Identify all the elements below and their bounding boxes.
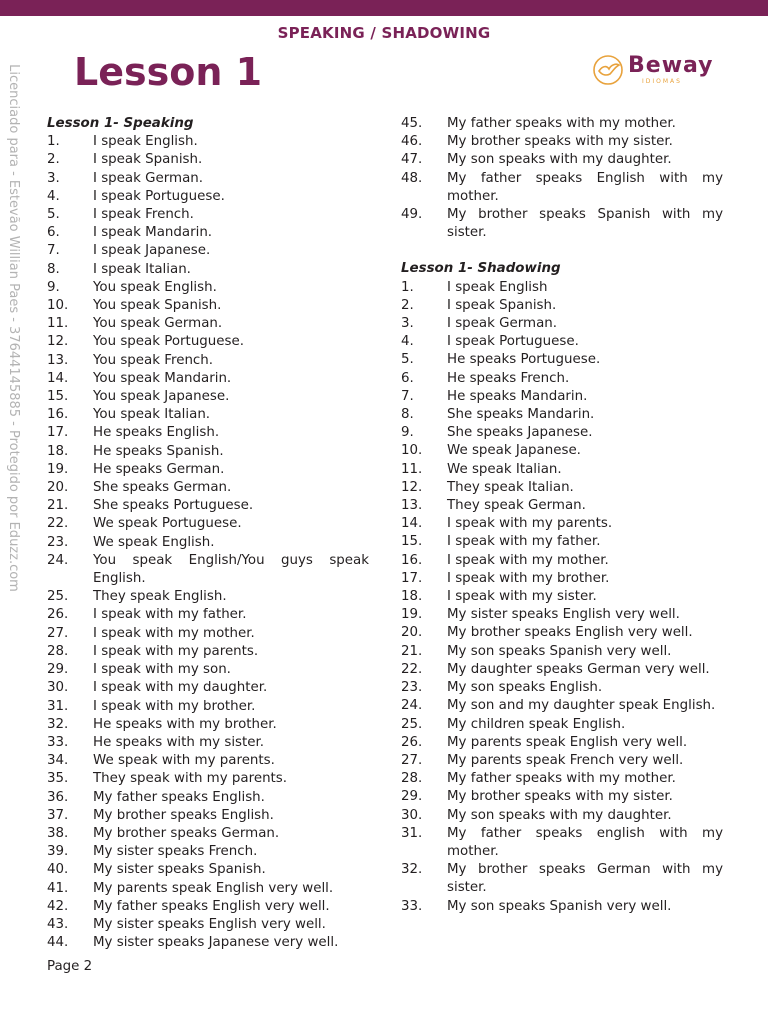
item-number: 6.: [401, 370, 414, 386]
item-number: 34.: [47, 753, 69, 769]
item-text: My son speaks Spanish very well.: [447, 898, 672, 914]
list-item: [47, 716, 369, 734]
item-number: 3.: [401, 316, 414, 332]
item-text: I speak English: [447, 279, 548, 295]
list-item: [47, 625, 369, 643]
item-number: 6.: [47, 225, 60, 241]
item-text: You speak Spanish.: [93, 298, 222, 314]
item-text: They speak Italian.: [447, 479, 574, 495]
item-text: My sister speaks Spanish.: [93, 862, 266, 878]
license-watermark: Licenciado para - Estevão Willian Paes - 37644145885 - Protegido por Eduzz.com: [6, 64, 21, 592]
item-number: 30.: [47, 680, 69, 696]
list-item: [47, 188, 369, 206]
page-number: Page 2: [47, 959, 93, 974]
item-number: 18.: [401, 589, 423, 605]
list-item: [401, 770, 723, 788]
list-item: [47, 297, 369, 315]
item-text: My children speak English.: [447, 716, 626, 732]
item-text: I speak Portuguese.: [93, 188, 225, 204]
item-text: My brother speaks with my sister.: [447, 789, 673, 805]
list-item: [401, 752, 723, 770]
item-number: 23.: [47, 534, 69, 550]
item-number: 15.: [47, 389, 69, 405]
item-number: 35.: [47, 771, 69, 787]
list-item: [401, 351, 723, 369]
item-number: 17.: [401, 570, 423, 586]
item-text: My sister speaks Japanese very well.: [93, 935, 339, 951]
bird-logo-icon: [592, 54, 624, 86]
item-text: I speak with my father.: [447, 534, 601, 550]
item-text: My father speaks English very well.: [93, 898, 330, 914]
item-number: 24.: [47, 552, 69, 568]
item-text: My brother speaks with my sister.: [447, 134, 673, 150]
item-text: You speak French.: [93, 352, 214, 368]
item-number: 38.: [47, 825, 69, 841]
list-item: [401, 606, 723, 624]
item-number: 24.: [401, 698, 423, 714]
item-text: They speak German.: [447, 498, 586, 514]
list-item: [47, 424, 369, 442]
logo-name: Beway: [628, 53, 714, 78]
item-text: My brother speaks English very well.: [447, 625, 693, 641]
list-item: [47, 752, 369, 770]
item-number: 14.: [47, 370, 69, 386]
item-text: We speak English.: [93, 534, 215, 550]
list-item: [47, 406, 369, 424]
item-number: 43.: [47, 916, 69, 932]
item-text: I speak with my parents.: [93, 643, 259, 659]
item-number: 8.: [47, 261, 60, 277]
list-item: [47, 643, 369, 661]
item-number: 12.: [401, 479, 423, 495]
item-number: 41.: [47, 880, 69, 896]
item-text: You speak Japanese.: [93, 389, 230, 405]
logo-subtitle: IDIOMAS: [642, 78, 682, 85]
list-item: [47, 515, 369, 533]
list-item: [47, 497, 369, 515]
list-item: [401, 661, 723, 679]
speaking-list-continued: [401, 115, 723, 242]
list-item: [401, 552, 723, 570]
list-item: [401, 151, 723, 169]
list-item: [47, 807, 369, 825]
item-number: 4.: [47, 188, 60, 204]
item-number: 13.: [47, 352, 69, 368]
list-item: [401, 479, 723, 497]
list-item: [47, 242, 369, 260]
item-text: My brother speaks German.: [93, 825, 280, 841]
list-item: [47, 315, 369, 333]
item-number: 37.: [47, 807, 69, 823]
list-item: [401, 206, 723, 242]
list-item: [401, 515, 723, 533]
list-item: [401, 115, 723, 133]
item-text: He speaks English.: [93, 425, 220, 441]
item-number: 7.: [401, 388, 414, 404]
list-item: [47, 825, 369, 843]
item-number: 1.: [401, 279, 414, 295]
item-text: She speaks German.: [93, 480, 232, 496]
item-number: 27.: [47, 625, 69, 641]
item-text: My parents speak English very well.: [447, 734, 688, 750]
list-item: [47, 151, 369, 169]
item-number: 31.: [47, 698, 69, 714]
item-number: 33.: [47, 734, 69, 750]
item-text: You speak Italian.: [93, 407, 211, 423]
item-text: I speak German.: [447, 316, 558, 332]
item-text: You speak Mandarin.: [93, 370, 232, 386]
list-item: [401, 807, 723, 825]
item-text: I speak with my mother.: [447, 552, 609, 568]
list-item: [401, 716, 723, 734]
item-text: My father speaks with my mother.: [447, 771, 676, 787]
item-number: 13.: [401, 498, 423, 514]
list-item: [401, 315, 723, 333]
item-text: We speak Portuguese.: [93, 516, 242, 532]
list-item: [401, 333, 723, 351]
item-text: I speak with my daughter.: [93, 680, 268, 696]
item-text: My parents speak French very well.: [447, 752, 684, 768]
item-text: My sister speaks French.: [93, 844, 258, 860]
list-item: [47, 679, 369, 697]
item-number: 7.: [47, 243, 60, 259]
item-number: 16.: [47, 407, 69, 423]
item-text: She speaks Japanese.: [447, 425, 593, 441]
item-text: I speak with my son.: [93, 662, 231, 678]
item-text: I speak with my brother.: [93, 698, 256, 714]
item-number: 32.: [47, 716, 69, 732]
list-item: [47, 206, 369, 224]
item-text: My father speaks english with my mother.: [447, 825, 723, 859]
item-number: 21.: [47, 498, 69, 514]
list-item: [401, 734, 723, 752]
item-number: 28.: [47, 643, 69, 659]
item-number: 10.: [401, 443, 423, 459]
item-text: My father speaks English with my mother.: [447, 170, 723, 204]
list-item: [401, 406, 723, 424]
item-text: My sister speaks English very well.: [93, 916, 326, 932]
item-text: She speaks Portuguese.: [93, 498, 254, 514]
item-number: 49.: [401, 207, 423, 223]
item-number: 8.: [401, 407, 414, 423]
item-text: You speak English/You guys speak English.: [93, 552, 369, 587]
item-number: 9.: [47, 279, 60, 295]
item-text: My son speaks Spanish very well.: [447, 643, 672, 659]
item-text: He speaks with my sister.: [93, 734, 265, 750]
item-text: I speak with my sister.: [447, 589, 597, 605]
right-column: [401, 115, 723, 916]
list-item: [401, 279, 723, 297]
item-text: They speak English.: [93, 589, 227, 605]
item-text: He speaks Mandarin.: [447, 388, 588, 404]
list-item: [47, 734, 369, 752]
list-item: [401, 170, 723, 206]
list-item: [401, 898, 723, 916]
item-text: My daughter speaks German very well.: [447, 661, 710, 677]
list-item: [401, 697, 723, 715]
list-item: [47, 333, 369, 351]
item-number: 19.: [47, 461, 69, 477]
item-number: 20.: [401, 625, 423, 641]
item-number: 26.: [47, 607, 69, 623]
item-text: We speak with my parents.: [93, 753, 275, 769]
list-item: [47, 534, 369, 552]
item-number: 36.: [47, 789, 69, 805]
list-item: [47, 880, 369, 898]
item-text: She speaks Mandarin.: [447, 407, 595, 423]
item-text: I speak with my father.: [93, 607, 247, 623]
item-number: 22.: [47, 516, 69, 532]
list-item: [47, 606, 369, 624]
item-number: 11.: [47, 316, 69, 332]
item-number: 26.: [401, 734, 423, 750]
item-number: 42.: [47, 898, 69, 914]
item-text: He speaks German.: [93, 461, 225, 477]
item-number: 17.: [47, 425, 69, 441]
list-item: [47, 898, 369, 916]
list-item: [401, 370, 723, 388]
list-item: [401, 497, 723, 515]
item-number: 33.: [401, 898, 423, 914]
item-number: 18.: [47, 443, 69, 459]
speaking-list: [47, 133, 369, 952]
item-text: We speak Italian.: [447, 461, 562, 477]
list-item: [47, 588, 369, 606]
item-number: 29.: [47, 662, 69, 678]
item-number: 1.: [47, 134, 60, 150]
list-item: [401, 788, 723, 806]
item-number: 4.: [401, 334, 414, 350]
list-item: [47, 224, 369, 242]
item-number: 5.: [401, 352, 414, 368]
list-item: [401, 679, 723, 697]
item-number: 30.: [401, 807, 423, 823]
item-text: He speaks French.: [447, 370, 570, 386]
item-number: 23.: [401, 680, 423, 696]
item-number: 25.: [401, 716, 423, 732]
item-text: We speak Japanese.: [447, 443, 581, 459]
item-number: 21.: [401, 643, 423, 659]
list-item: [47, 133, 369, 151]
left-column: [47, 115, 369, 952]
item-number: 39.: [47, 844, 69, 860]
speaking-title: Lesson 1- Speaking: [47, 116, 194, 131]
item-text: My son speaks with my daughter.: [447, 807, 672, 823]
item-text: I speak English.: [93, 134, 198, 150]
item-text: I speak with my mother.: [93, 625, 255, 641]
list-item: [47, 261, 369, 279]
item-text: I speak with my brother.: [447, 570, 610, 586]
item-number: 22.: [401, 661, 423, 677]
item-text: He speaks with my brother.: [93, 716, 277, 732]
list-item: [401, 388, 723, 406]
list-item: [47, 661, 369, 679]
list-item: [401, 624, 723, 642]
shadowing-list: [401, 279, 723, 916]
item-text: My father speaks with my mother.: [447, 116, 676, 131]
item-text: I speak Japanese.: [93, 243, 211, 259]
item-text: My son speaks English.: [447, 680, 603, 696]
list-item: [47, 388, 369, 406]
list-item: [47, 479, 369, 497]
item-number: 40.: [47, 862, 69, 878]
item-number: 2.: [47, 152, 60, 168]
item-number: 25.: [47, 589, 69, 605]
list-item: [47, 279, 369, 297]
item-text: My sister speaks English very well.: [447, 607, 680, 623]
brand-logo: [592, 52, 722, 88]
list-item: [401, 570, 723, 588]
item-text: My son speaks with my daughter.: [447, 152, 672, 168]
list-item: [47, 770, 369, 788]
item-number: 32.: [401, 862, 423, 878]
item-text: I speak German.: [93, 170, 204, 186]
list-item: [47, 370, 369, 388]
list-item: [47, 443, 369, 461]
item-number: 20.: [47, 480, 69, 496]
item-number: 31.: [401, 825, 423, 841]
list-item: [401, 442, 723, 460]
item-number: 16.: [401, 552, 423, 568]
item-text: I speak Portuguese.: [447, 334, 579, 350]
item-text: My brother speaks German with my sister.: [447, 862, 723, 896]
item-number: 12.: [47, 334, 69, 350]
item-number: 15.: [401, 534, 423, 550]
list-item: [47, 352, 369, 370]
list-item: [401, 533, 723, 551]
item-number: 29.: [401, 789, 423, 805]
item-text: My brother speaks Spanish with my sister.: [447, 207, 723, 241]
item-text: I speak with my parents.: [447, 516, 613, 532]
item-number: 14.: [401, 516, 423, 532]
list-item: [401, 861, 723, 897]
item-text: My father speaks English.: [93, 789, 265, 805]
list-item: [47, 170, 369, 188]
item-number: 19.: [401, 607, 423, 623]
list-item: [401, 643, 723, 661]
page-title: Lesson 1: [74, 50, 263, 94]
list-item: [47, 698, 369, 716]
item-text: He speaks Spanish.: [93, 443, 224, 459]
item-text: He speaks Portuguese.: [447, 352, 601, 368]
item-number: 48.: [401, 170, 423, 186]
list-item: [47, 916, 369, 934]
item-number: 10.: [47, 298, 69, 314]
list-item: [47, 461, 369, 479]
item-text: My parents speak English very well.: [93, 880, 334, 896]
item-text: My brother speaks English.: [93, 807, 274, 823]
list-item: [401, 297, 723, 315]
item-text: You speak English.: [93, 279, 217, 295]
item-text: They speak with my parents.: [93, 771, 288, 787]
item-text: You speak Portuguese.: [93, 334, 244, 350]
item-number: 44.: [47, 935, 69, 951]
item-number: 9.: [401, 425, 414, 441]
item-text: I speak Spanish.: [93, 152, 203, 168]
item-text: You speak German.: [93, 316, 223, 332]
item-text: I speak Spanish.: [447, 297, 557, 313]
item-text: My son and my daughter speak English.: [447, 698, 716, 714]
list-item: [47, 843, 369, 861]
item-number: 11.: [401, 461, 423, 477]
item-text: I speak French.: [93, 207, 194, 223]
item-number: 2.: [401, 297, 414, 313]
item-number: 27.: [401, 752, 423, 768]
item-number: 28.: [401, 771, 423, 787]
item-number: 3.: [47, 170, 60, 186]
list-item: [47, 861, 369, 879]
list-item: [47, 789, 369, 807]
item-number: 47.: [401, 152, 423, 168]
list-item: [401, 461, 723, 479]
item-text: I speak Italian.: [93, 261, 191, 277]
list-item: [401, 588, 723, 606]
list-item: [401, 825, 723, 861]
item-text: I speak Mandarin.: [93, 225, 213, 241]
item-number: 45.: [401, 116, 423, 131]
section-header: SPEAKING / SHADOWING: [277, 24, 491, 42]
item-number: 5.: [47, 207, 60, 223]
shadowing-title: Lesson 1- Shadowing: [401, 261, 561, 277]
list-item: [47, 934, 369, 952]
list-item: [401, 133, 723, 151]
list-item: [47, 552, 369, 588]
list-item: [401, 424, 723, 442]
item-number: 46.: [401, 134, 423, 150]
top-bar: [0, 0, 768, 16]
